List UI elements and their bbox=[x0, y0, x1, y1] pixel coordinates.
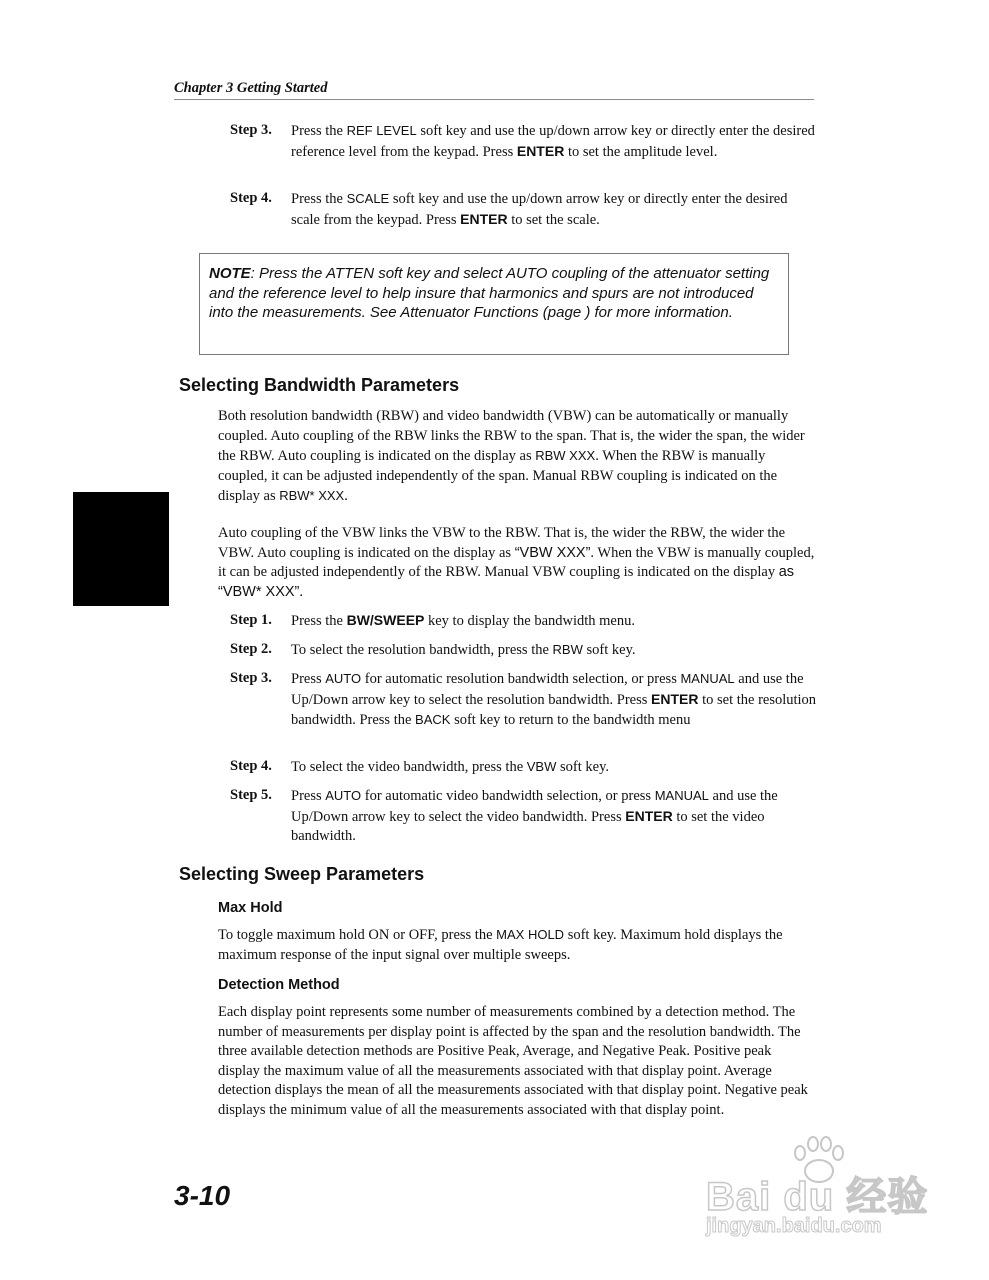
step-number: Step 4. bbox=[230, 190, 272, 206]
step-text: Press the BW/SWEEP key to display the bandwidth menu. bbox=[291, 612, 635, 629]
soft-key-label: MAX HOLD bbox=[496, 927, 565, 942]
soft-key-label: AUTO bbox=[325, 788, 362, 803]
step-4-top bbox=[230, 189, 820, 230]
step-3-top bbox=[230, 121, 820, 162]
section-title-bandwidth: Selecting Bandwidth Parameters bbox=[179, 375, 460, 395]
bw-step-3 bbox=[230, 669, 820, 731]
step-number: Step 2. bbox=[230, 641, 272, 657]
subheading-detection-method: Detection Method bbox=[218, 977, 340, 993]
soft-key-label: BACK bbox=[415, 712, 451, 727]
watermark-logo-text: Bai du 经验 bbox=[706, 1175, 929, 1219]
chapter-thumb-tab bbox=[73, 492, 169, 606]
bandwidth-paragraph-2: Auto coupling of the VBW links the VBW to the RBW. That is, the wider the RBW, the wider the VBW. Auto coupling is indicated on the display as “VBW XXX”. When the VBW is manually coupled, it can be adjusted independently of the RBW. Manual VBW coupling is indicated on the display as “VBW* XXX”. bbox=[218, 525, 815, 600]
hard-key-label: ENTER bbox=[651, 690, 699, 707]
bw-step-4 bbox=[230, 757, 820, 778]
step-text: Press AUTO for automatic video bandwidth selection, or press MANUAL and use the Up/Down arrow key to select the video bandwidth. Press ENTER to set the video bandwidth. bbox=[291, 788, 778, 844]
display-text: “VBW XXX” bbox=[514, 544, 591, 561]
step-number: Step 4. bbox=[230, 758, 272, 774]
soft-key-label: RBW* XXX bbox=[279, 488, 345, 503]
bandwidth-paragraph-1: Both resolution bandwidth (RBW) and video bandwidth (VBW) can be automatically or manually coupled. Auto coupling of the RBW links the RBW to the span. That is, the wider the span, the wider the RBW. Auto coupling is indicated on the display as RBW XXX. When the RBW is manually coupled, it can be adjusted independently of the span. Manual RBW coupling is indicated on the display as RBW* XXX. bbox=[218, 408, 805, 504]
soft-key-label: MANUAL bbox=[680, 671, 735, 686]
note-label: NOTE bbox=[209, 265, 251, 282]
soft-key-label: SCALE bbox=[346, 191, 390, 206]
soft-key-label: AUTO bbox=[325, 671, 362, 686]
step-number: Step 5. bbox=[230, 787, 272, 803]
bw-step-1 bbox=[230, 611, 820, 632]
display-text: as “VBW* XXX” bbox=[218, 564, 795, 600]
max-hold-paragraph: To toggle maximum hold ON or OFF, press the MAX HOLD soft key. Maximum hold displays the maximum response of the input signal over multiple sweeps. bbox=[218, 927, 783, 963]
page-number: 3-10 bbox=[174, 1180, 231, 1211]
baidu-watermark bbox=[700, 1135, 940, 1245]
subheading-max-hold: Max Hold bbox=[218, 900, 283, 916]
step-number: Step 3. bbox=[230, 670, 272, 686]
section-title-sweep: Selecting Sweep Parameters bbox=[179, 864, 425, 884]
soft-key-label: RBW XXX bbox=[535, 448, 596, 463]
step-text: Press AUTO for automatic resolution bandwidth selection, or press MANUAL and use the Up/Down arrow key to select the resolution bandwidth. Press ENTER to set the resolution bandwidth. Press the BACK soft key to return to the bandwidth menu bbox=[291, 671, 817, 728]
step-text: Press the REF LEVEL soft key and use the up/down arrow key or directly enter the desired reference level from the keypad. Press ENTER to set the amplitude level. bbox=[291, 123, 815, 160]
hard-key-label: ENTER bbox=[625, 807, 673, 824]
watermark-url: jingyan.baidu.com bbox=[706, 1215, 882, 1237]
soft-key-label: REF LEVEL bbox=[346, 123, 417, 138]
step-text: Press the SCALE soft key and use the up/down arrow key or directly enter the desired scale from the keypad. Press ENTER to set the scale. bbox=[291, 191, 788, 228]
soft-key-label: RBW bbox=[552, 642, 583, 657]
step-number: Step 1. bbox=[230, 612, 272, 628]
soft-key-label: VBW bbox=[526, 759, 557, 774]
step-number: Step 3. bbox=[230, 122, 272, 138]
chapter-header: Chapter 3 Getting Started bbox=[174, 80, 814, 100]
hard-key-label: ENTER bbox=[516, 142, 565, 159]
hard-key-label: BW/SWEEP bbox=[346, 612, 425, 628]
soft-key-label: MANUAL bbox=[654, 788, 709, 803]
hard-key-label: ENTER bbox=[460, 210, 508, 227]
step-text: To select the resolution bandwidth, press the RBW soft key. bbox=[291, 642, 636, 658]
note-box bbox=[199, 253, 789, 355]
note-text: : Press the ATTEN soft key and select AUTO coupling of the attenuator setting and the reference level to help insure that harmonics and spurs are not introduced into the measurements. See Attenuator Functions (page ) for more information. bbox=[209, 265, 770, 321]
bw-step-5 bbox=[230, 786, 820, 847]
bw-step-2 bbox=[230, 640, 820, 661]
step-text: To select the video bandwidth, press the VBW soft key. bbox=[291, 759, 610, 775]
detection-paragraph: Each display point represents some number of measurements combined by a detection method. The number of measurements per display point is affected by the span and the resolution bandwidth. The three available detection methods are Positive Peak, Average, and Negative Peak. Positive peak display the maximum value of all the measurements associated with that display point. Average detection displays the mean of all the measurements associated with that display point. Negative peak displays the minimum value of all the measurements associated with that display point. bbox=[218, 1004, 808, 1118]
